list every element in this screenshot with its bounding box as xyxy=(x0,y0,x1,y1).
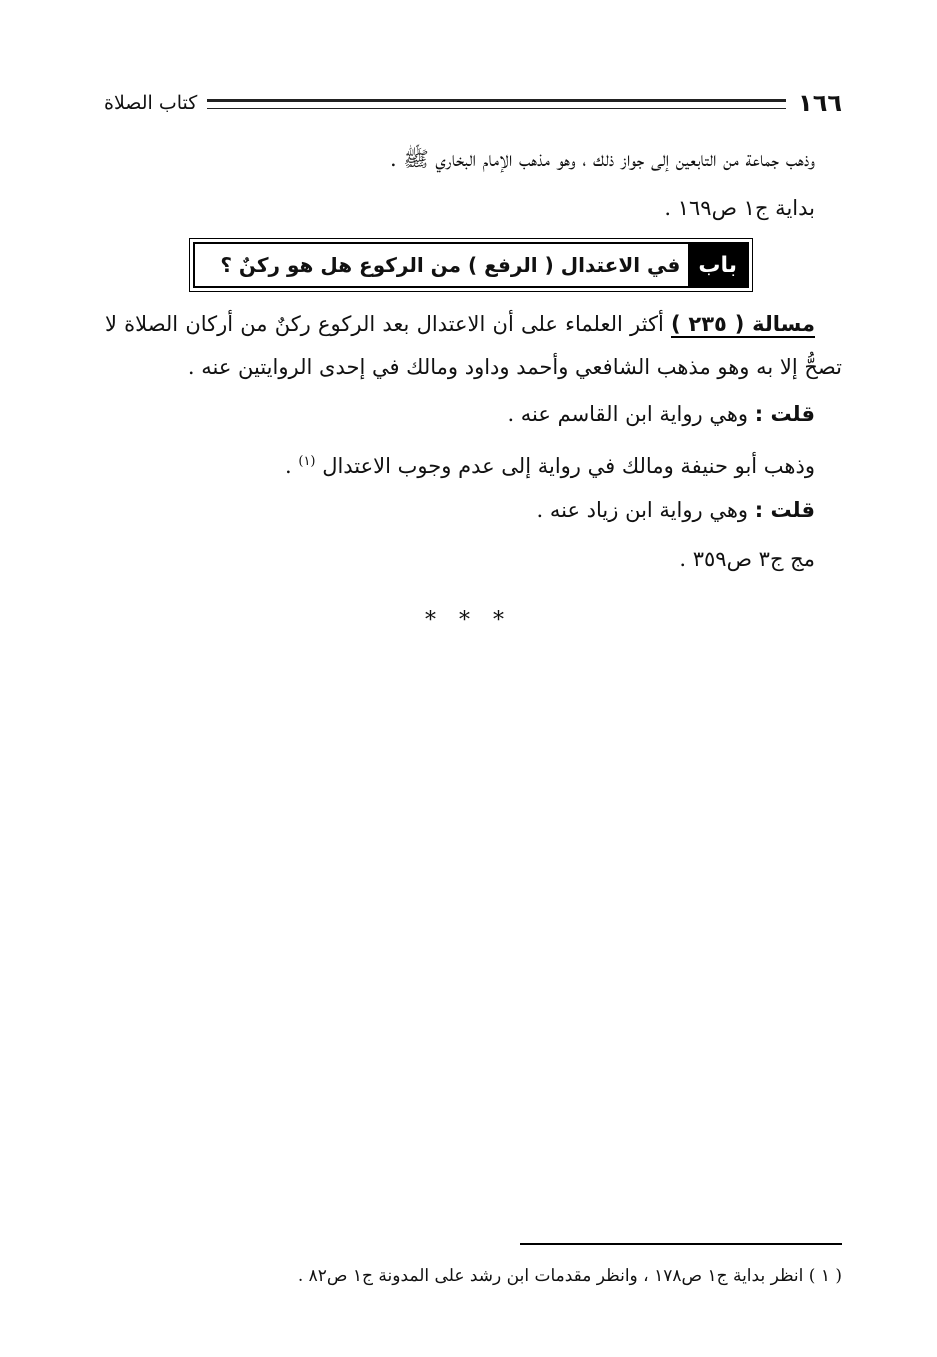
note-text: وذهب أبو حنيفة ومالك في رواية إلى عدم وجوب الاعتدال xyxy=(322,454,815,478)
note-line xyxy=(230,446,815,482)
issue-text: أكثر العلماء على أن الاعتدال بعد الركوع ركنٌ من أركان الصلاة لا xyxy=(105,312,664,336)
note-text: وهي رواية ابن القاسم عنه . xyxy=(507,402,749,426)
issue-label: مسالة ( ٢٣٥ ) xyxy=(671,312,815,336)
footnote: ( ١ ) انظر بداية ج١ ص١٧٨ ، وانظر مقدمات ابن رشد على المدونة ج١ ص٨٢ . xyxy=(297,1266,842,1286)
reference-line: مج ج٣ ص٣٥٩ . xyxy=(679,547,815,571)
issue-line-2: تصحُّ إلا به وهو مذهب الشافعي وأحمد وداود ومالك في إحدى الروايتين عنه . xyxy=(187,355,842,379)
book-title: كتاب الصلاة xyxy=(104,92,198,114)
note-line xyxy=(480,494,815,526)
reference-line: بداية ج١ ص١٦٩ . xyxy=(664,196,815,220)
footnote-marker: (١) xyxy=(298,454,316,469)
page-number: ١٦٦ xyxy=(798,89,842,117)
note-text: وهي رواية ابن زياد عنه . xyxy=(536,498,749,522)
note-line xyxy=(450,398,815,430)
running-header xyxy=(104,86,842,120)
note-end: . xyxy=(284,454,292,478)
qult-label: قلت : xyxy=(754,402,815,426)
qult-label: قلت : xyxy=(754,498,815,522)
issue-line-1 xyxy=(105,308,815,340)
chapter-tag: باب xyxy=(688,244,747,286)
footnote-rule xyxy=(520,1243,842,1245)
paragraph-line: وذهب جماعة من التابعين إلى جواز ذلك ، وهو مذهب الإمام البخاري ﷺ . xyxy=(390,147,815,171)
header-rule xyxy=(207,99,786,109)
chapter-title: في الاعتدال ( الرفع ) من الركوع هل هو ركنٌ ؟ xyxy=(220,253,681,277)
section-separator: * * * xyxy=(425,608,512,633)
chapter-heading-box xyxy=(193,242,749,288)
